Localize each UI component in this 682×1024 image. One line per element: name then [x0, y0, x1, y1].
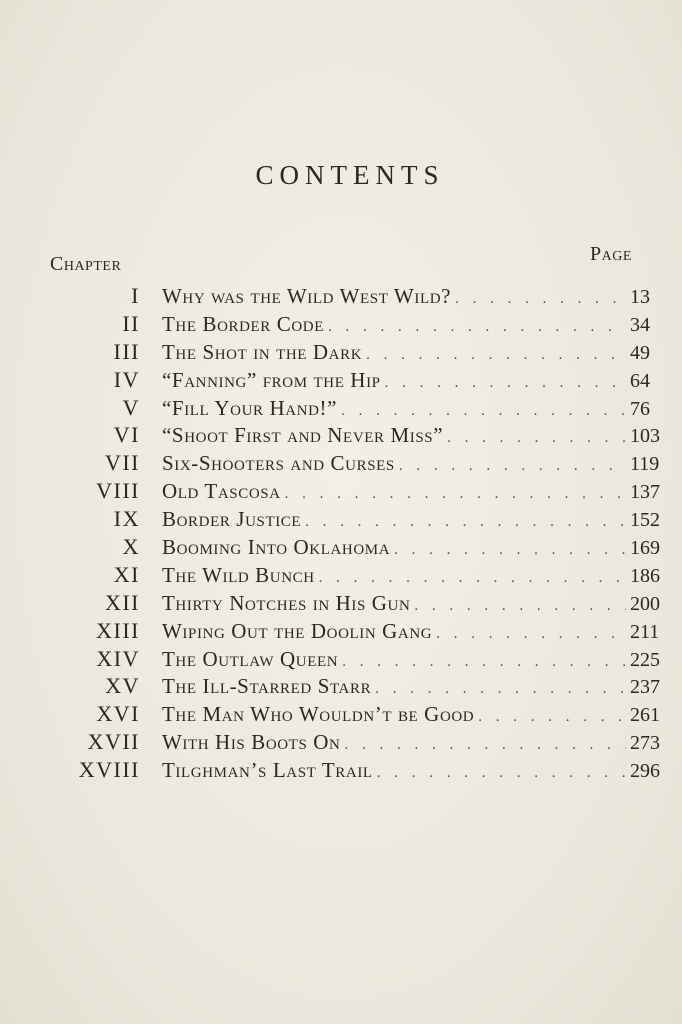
chapter-numeral: V — [122, 394, 140, 420]
toc-entry — [40, 562, 680, 590]
toc-entry — [40, 339, 680, 367]
chapter-title: Old Tascosa — [162, 479, 281, 504]
dot-leader — [341, 403, 626, 420]
page-number: 152 — [630, 509, 660, 532]
page-number: 261 — [630, 704, 660, 727]
chapter-numeral: I — [131, 283, 140, 308]
chapter-numeral: III — [113, 338, 140, 364]
dot-leader — [436, 626, 626, 643]
chapter-numeral: XVII — [87, 729, 140, 755]
toc-entry — [40, 395, 680, 423]
chapter-numeral: VIII — [96, 478, 140, 504]
page-number: 273 — [630, 732, 660, 755]
toc-entry — [40, 311, 680, 339]
page-number: 34 — [630, 313, 650, 336]
chapter-title: The Ill-Starred Starr — [162, 674, 372, 699]
chapter-numeral: XV — [105, 673, 140, 699]
chapter-numeral: VI — [113, 422, 140, 448]
table-of-contents — [40, 283, 680, 785]
chapter-numeral: VII — [104, 450, 140, 476]
chapter-numeral: IV — [113, 366, 140, 392]
chapter-title: Thirty Notches in His Gun — [162, 590, 411, 615]
dot-leader — [344, 737, 626, 754]
page-number: 137 — [630, 481, 660, 504]
toc-entry-body — [162, 758, 630, 783]
page-number: 296 — [630, 760, 660, 783]
chapter-title: The Border Code — [162, 311, 325, 336]
chapter-title: The Shot in the Dark — [162, 339, 363, 364]
toc-entry-body — [162, 284, 630, 309]
chapter-column-header: Chapter — [50, 253, 122, 275]
dot-leader — [478, 709, 626, 726]
page-column-header: Page — [590, 243, 632, 265]
chapter-title: The Wild Bunch — [162, 562, 315, 587]
page-number: 13 — [630, 286, 650, 308]
toc-entry — [40, 618, 680, 646]
page-number: 169 — [630, 537, 660, 560]
page-number: 76 — [630, 397, 650, 420]
dot-leader — [414, 598, 626, 615]
dot-leader — [455, 291, 626, 308]
toc-entry — [40, 673, 680, 701]
contents-heading: CONTENTS — [255, 160, 445, 190]
toc-entry-body — [162, 340, 630, 365]
dot-leader — [305, 514, 626, 531]
chapter-title: The Man Who Wouldn’t be Good — [162, 702, 475, 727]
chapter-numeral: XI — [113, 561, 140, 587]
toc-entry-body — [162, 535, 630, 560]
dot-leader — [319, 570, 626, 587]
dot-leader — [366, 347, 626, 364]
dot-leader — [328, 319, 626, 336]
page-number: 103 — [630, 425, 660, 448]
toc-entry-body — [162, 563, 630, 588]
toc-entry-body — [162, 479, 630, 504]
toc-entry-body — [162, 507, 630, 532]
chapter-title: Booming Into Oklahoma — [162, 535, 391, 560]
chapter-numeral: II — [122, 310, 140, 336]
dot-leader — [399, 458, 626, 475]
chapter-numeral: IX — [113, 506, 140, 532]
toc-entry — [40, 367, 680, 395]
toc-entry-body — [162, 619, 630, 644]
dot-leader — [342, 654, 626, 671]
page-number: 237 — [630, 676, 660, 699]
page-number: 119 — [630, 453, 660, 476]
toc-entry — [40, 646, 680, 674]
dot-leader — [447, 430, 626, 447]
toc-entry-body — [162, 674, 630, 699]
page-number: 64 — [630, 369, 650, 392]
page-number: 211 — [630, 620, 660, 643]
toc-entry-body — [162, 396, 630, 421]
chapter-numeral: XIV — [96, 645, 140, 671]
dot-leader — [375, 681, 626, 698]
dot-leader — [285, 486, 626, 503]
chapter-numeral: XVI — [96, 701, 140, 727]
toc-entry — [40, 729, 680, 757]
chapter-title: Border Justice — [162, 507, 302, 532]
chapter-title: Tilghman’s Last Trail — [162, 758, 373, 783]
toc-entry — [40, 534, 680, 562]
toc-entry — [40, 283, 680, 311]
toc-entry-body — [162, 312, 630, 337]
page-number: 49 — [630, 341, 650, 364]
toc-entry-body — [162, 647, 630, 672]
toc-entry-body — [162, 730, 630, 755]
toc-entry — [40, 478, 680, 506]
toc-entry-body — [162, 591, 630, 616]
page-number: 225 — [630, 648, 660, 671]
chapter-numeral: X — [122, 534, 140, 560]
chapter-title: Why was the Wild West Wild? — [162, 284, 452, 308]
chapter-numeral: XVIII — [78, 757, 140, 783]
chapter-title: The Outlaw Queen — [162, 646, 339, 671]
chapter-title: “Shoot First and Never Miss” — [162, 423, 444, 448]
toc-entry-body — [162, 368, 630, 393]
chapter-title: Wiping Out the Doolin Gang — [162, 618, 433, 643]
toc-entry-body — [162, 423, 630, 448]
chapter-numeral: XIII — [96, 617, 140, 643]
toc-entry — [40, 701, 680, 729]
chapter-title: With His Boots On — [162, 730, 341, 755]
dot-leader — [377, 765, 626, 782]
chapter-title: “Fill Your Hand!” — [162, 395, 338, 420]
toc-entry — [40, 590, 680, 618]
dot-leader — [394, 542, 626, 559]
chapter-numeral: XII — [104, 589, 140, 615]
dot-leader — [385, 375, 626, 392]
toc-entry — [40, 450, 680, 478]
toc-entry — [40, 422, 680, 450]
toc-entry-body — [162, 451, 630, 476]
chapter-title: “Fanning” from the Hip — [162, 367, 381, 392]
toc-entry — [40, 757, 680, 785]
page-number: 186 — [630, 564, 660, 587]
toc-entry — [40, 506, 680, 534]
toc-entry-body — [162, 702, 630, 727]
chapter-title: Six-Shooters and Curses — [162, 451, 395, 476]
page-number: 200 — [630, 592, 660, 615]
